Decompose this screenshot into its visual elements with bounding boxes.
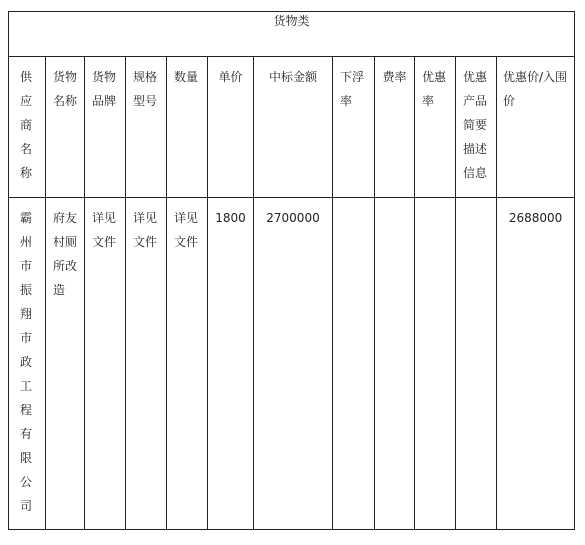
header-supplier [9, 57, 46, 198]
cell-goods-name-text: 府友村厕所改造 [53, 211, 78, 297]
header-preferential-rate [415, 57, 456, 198]
cell-preferential-desc [456, 198, 497, 530]
cell-quantity [167, 198, 208, 530]
header-model-label: 规格型号 [133, 70, 158, 108]
cell-unit-price-text: 1800 [215, 211, 246, 225]
cell-brand [85, 198, 126, 530]
cell-supplier-text: 霸州市振翔市政工程有限公司 [20, 211, 33, 513]
cell-discount-rate [333, 198, 375, 530]
cell-brand-text: 详见文件 [92, 211, 117, 249]
header-bid-amount-label: 中标金额 [268, 70, 317, 84]
header-discount-rate [333, 57, 375, 198]
cell-final-price [497, 198, 575, 530]
header-bid-amount [254, 57, 333, 198]
table-group-title: 货物类 [9, 12, 575, 57]
header-discount-rate-label: 下浮率 [340, 70, 365, 108]
cell-bid-amount-text: 2700000 [266, 211, 320, 225]
cell-model-text: 详见文件 [133, 211, 158, 249]
cell-unit-price [208, 198, 254, 530]
cell-fee-rate [375, 198, 415, 530]
header-preferential-desc-label: 优惠产品简要描述信息 [463, 70, 488, 180]
cell-quantity-text: 详见文件 [174, 211, 199, 249]
header-quantity-label: 数量 [174, 70, 199, 84]
cell-fee-rate-text [375, 198, 414, 206]
cell-final-price-text: 2688000 [508, 211, 563, 225]
header-quantity [167, 57, 208, 198]
header-supplier-label: 供应商名称 [20, 70, 33, 180]
cell-preferential-rate-text [415, 198, 455, 206]
header-preferential-rate-label: 优惠率 [422, 70, 447, 108]
header-fee-rate [375, 57, 415, 198]
header-fee-rate-label: 费率 [382, 70, 407, 84]
header-unit-price [208, 57, 254, 198]
header-goods-name-label: 货物名称 [53, 70, 78, 108]
header-goods-name [46, 57, 85, 198]
header-final-price-label: 优惠价/入围价 [503, 70, 568, 108]
cell-goods-name [46, 198, 85, 530]
header-model [126, 57, 167, 198]
cell-preferential-desc-text [456, 198, 496, 206]
cell-preferential-rate [415, 198, 456, 530]
cell-model [126, 198, 167, 530]
goods-table [8, 11, 575, 530]
cell-supplier [9, 198, 46, 530]
header-unit-price-label: 单价 [218, 70, 243, 84]
table-row [9, 198, 575, 530]
cell-discount-rate-text [333, 198, 374, 206]
header-brand-label: 货物品牌 [92, 70, 117, 108]
header-preferential-desc [456, 57, 497, 198]
cell-bid-amount [254, 198, 333, 530]
header-final-price [497, 57, 575, 198]
header-brand [85, 57, 126, 198]
